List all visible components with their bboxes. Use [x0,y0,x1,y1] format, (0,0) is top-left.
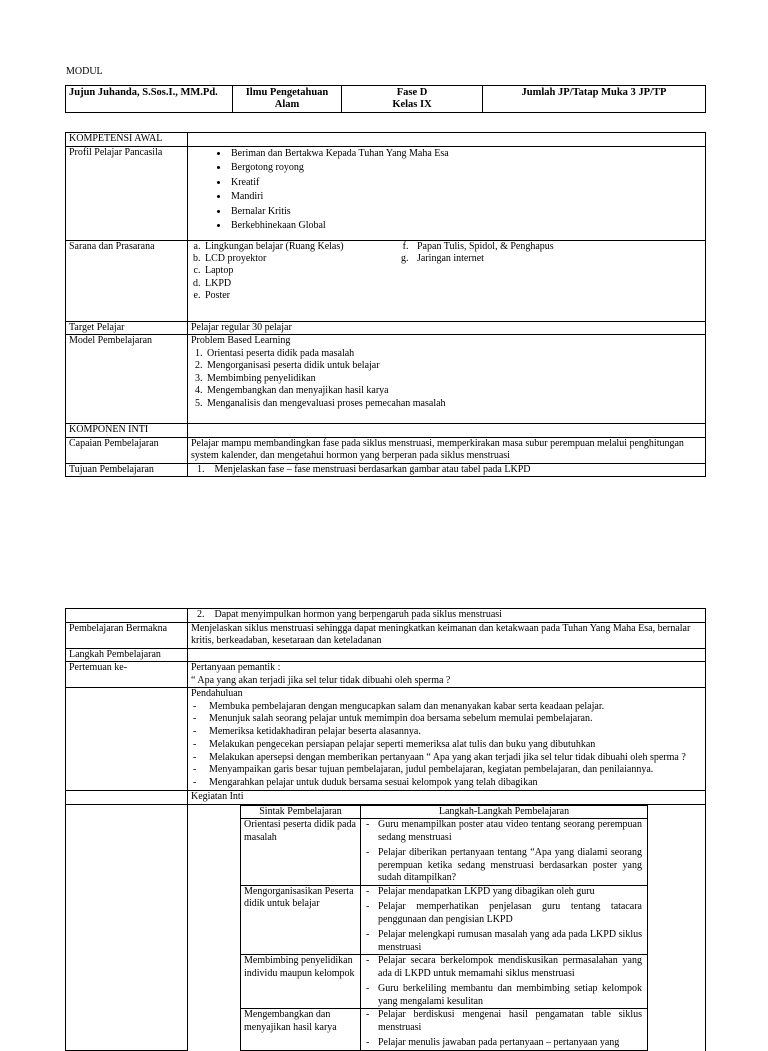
list-item: - Memeriksa ketidakhadiran pelajar beserta alasannya. [191,726,702,739]
list-item: - Pelajar diberikan pertanyaan tentang “Apa yang dialami seorang perempuan ketika sedang menstruasi berdasarkan poster yang sudah ditampilkan? [364,847,644,885]
steps-cell [361,819,648,886]
list-item: 1. Orientasi peserta didik pada masalah [205,348,702,361]
sarana-list-left [191,241,399,303]
pemantik-question: “ Apa yang akan terjadi jika sel telur tidak dibuahi oleh sperma ? [191,674,451,686]
target-label: Target Pelajar [66,321,188,335]
sintak-header: Sintak Pembelajaran [241,805,361,819]
tujuan-label: Tujuan Pembelajaran [66,463,188,477]
steps-cell [361,885,648,955]
tujuan-1-text: 1. Menjelaskan fase – fase menstruasi berdasarkan gambar atau tabel pada LKPD [197,463,531,475]
kompetensi-table [65,132,706,477]
pemantik-title: Pertanyaan pemantik : [191,662,281,673]
list-item: • Beriman dan Bertakwa Kepada Tuhan Yang Maha Esa [229,147,702,162]
list-item: b. LCD proyektor [203,253,399,265]
sarana-label: Sarana dan Prasarana [66,240,188,321]
list-item: a. Lingkungan belajar (Ruang Kelas) [203,241,399,253]
list-item: c. Laptop [203,265,399,277]
kompetensi-awal-heading: KOMPETENSI AWAL [66,133,188,147]
bermakna-label: Pembelajaran Bermakna [66,622,188,648]
langkah-label: Langkah Pembelajaran [66,648,188,662]
phase-cell [342,86,483,113]
langkah-header: Langkah-Langkah Pembelajaran [361,805,648,819]
list-item: - Guru menampilkan poster atau video tentang seorang perempuan sedang menstruasi [364,819,644,844]
list-item: e. Poster [203,290,399,302]
target-value: Pelajar regular 30 pelajar [188,321,706,335]
capaian-label: Capaian Pembelajaran [66,437,188,463]
model-label: Model Pembelajaran [66,335,188,424]
hours-cell: Jumlah JP/Tatap Muka 3 JP/TP [483,86,706,113]
list-item: - Pelajar menulis jawaban pada pertanyaan – pertanyaan yang [364,1037,644,1050]
list-item: - Menyampaikan garis besar tujuan pembelajaran, judul pembelajaran, kegiatan pembelajaran, dan penilaiannya. [191,764,702,777]
tujuan-item-1 [188,463,706,477]
profil-label: Profil Pelajar Pancasila [66,146,188,240]
header-table [65,85,706,113]
komponen-inti-heading: KOMPONEN INTI [66,424,188,438]
list-item: • Bernalar Kritis [229,205,702,220]
kegiatan-inti-title: Kegiatan Inti [188,791,706,805]
list-item: - Guru berkeliling membantu dan membimbing setiap kelompok yang mengalami kesulitan [364,983,644,1008]
komponen-table [65,608,706,1051]
list-item: • Mandiri [229,190,702,205]
tujuan-item-2 [188,609,706,623]
list-item: 3. Membimbing penyelidikan [205,373,702,386]
list-item: - Melakukan apersepsi dengan memberikan pertanyaan “ Apa yang akan terjadi jika sel telur tidak dibuahi oleh sperma ? [191,752,702,765]
list-item: 4. Mengembangkan dan menyajikan hasil karya [205,385,702,398]
pertemuan-label: Pertemuan ke- [66,662,188,688]
model-title: Problem Based Learning [191,335,291,346]
sarana-list-right [399,241,554,266]
model-cell [188,335,706,424]
list-item: - Mengarahkan pelajar untuk duduk bersama sesuai kelompok yang telah dibagikan [191,777,702,790]
pendahuluan-cell [188,688,706,791]
pendahuluan-list [191,701,702,791]
steps-cell [361,955,648,1009]
list-item: - Pelajar secara berkelompok mendiskusikan permasalahan yang ada di LKPD untuk memamahi siklus menstruasi [364,955,644,980]
author-cell: Jujun Juhanda, S.Sos.I., MM.Pd. [66,86,233,113]
list-item: • Bergotong royong [229,161,702,176]
list-item: f. Papan Tulis, Spidol, & Penghapus [411,241,554,253]
list-item: d. LKPD [203,278,399,290]
list-item: - Menunjuk salah seorang pelajar untuk memimpin doa bersama sebelum memulai pembelajaran. [191,713,702,726]
phase-text: Fase D [396,87,428,98]
list-item: 5. Menganalisis dan mengevaluasi proses pemecahan masalah [205,398,702,411]
tujuan-2-text: 2. Dapat menyimpulkan hormon yang berpengaruh pada siklus menstruasi [197,609,502,620]
steps-cell [361,1009,648,1051]
list-item: 2. Mengorganisasi peserta didik untuk belajar [205,360,702,373]
list-item: - Pelajar melengkapi rumusan masalah yang ada pada LKPD siklus menstruasi [364,929,644,954]
list-item: - Pelajar mendapatkan LKPD yang dibagikan oleh guru [364,886,644,899]
list-item: • Kreatif [229,176,702,191]
bermakna-text: Menjelaskan siklus menstruasi sehingga dapat meningkatkan keimanan dan ketakwaan pada Tuhan Yang Maha Esa, bernalar kritis, berkeadaban, kesetaraan dan keteladanan [188,622,706,648]
list-item: - Membuka pembelajaran dengan mengucapkan salam dan menanyakan kabar serta keadaan pelajar. [191,701,702,714]
list-item: - Pelajar memperhatikan penjelasan guru tentang tatacara penggunaan dan pengisian LKPD [364,901,644,926]
pemantik-cell [188,662,706,688]
list-item: • Berkebhinekaan Global [229,219,702,234]
sintak-cell: Mengembangkan dan menyajikan hasil karya [241,1009,361,1051]
sintak-cell: Membimbing penyelidikan individu maupun kelompok [241,955,361,1009]
subject-cell: Ilmu Pengetahuan Alam [233,86,342,113]
sintak-table [240,805,648,1051]
capaian-text: Pelajar mampu membandingkan fase pada siklus menstruasi, memperkirakan masa subur perempuan melalui penghitungan system kalender, dan mengetahui hormon yang berperan pada siklus menstruasi [188,437,706,463]
profil-list [191,147,702,235]
pendahuluan-title: Pendahuluan [191,688,243,699]
kegiatan-inti-cell [188,804,706,1051]
modul-label: MODUL [66,66,103,77]
sarana-cell [188,240,706,321]
profil-cell [188,146,706,240]
model-steps [191,348,702,411]
list-item: g. Jaringan internet [411,253,554,265]
list-item: - Melakukan pengecekan persiapan pelajar seperti memeriksa alat tulis dan buku yang dibutuhkan [191,739,702,752]
sintak-cell: Mengorganisasikan Peserta didik untuk belajar [241,885,361,955]
class-text: Kelas IX [392,99,432,110]
sintak-cell: Orientasi peserta didik pada masalah [241,819,361,886]
list-item: - Pelajar berdiskusi mengenai hasil pengamatan table siklus menstruasi [364,1009,644,1034]
